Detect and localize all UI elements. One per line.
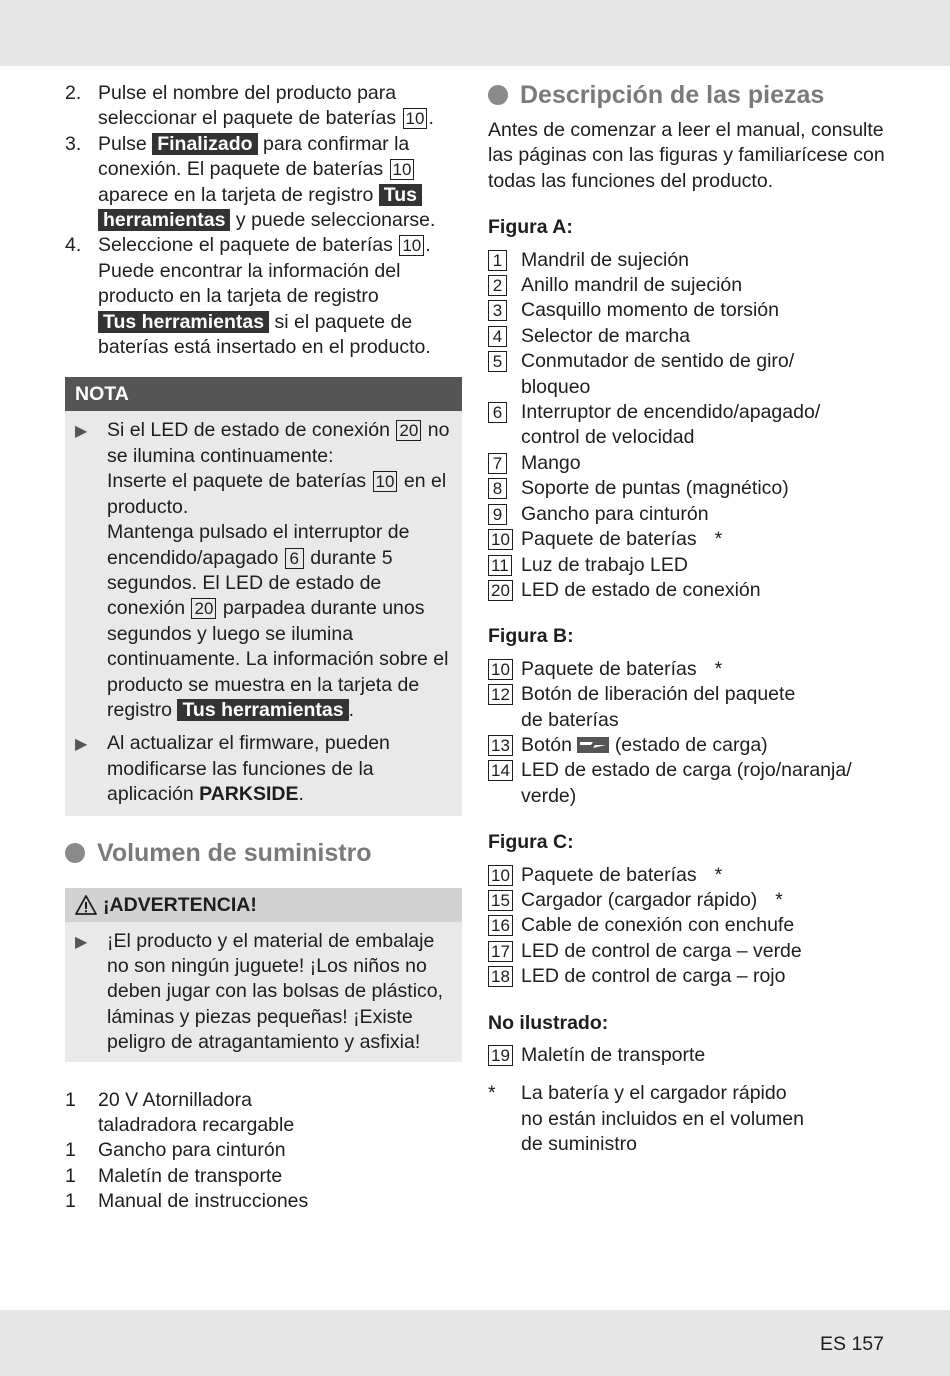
part-item: 8 Soporte de puntas (magnético) bbox=[488, 476, 888, 501]
part-ref-badge: 10 bbox=[403, 108, 428, 129]
step-text: Seleccione el paquete de baterías 10 . Puede encontrar la información del producto en la tarjeta de registro Tus herramientas si el paquete de baterías está insertado en el producto. bbox=[98, 234, 431, 359]
part-ref-badge: 10 bbox=[373, 471, 398, 492]
warning-box bbox=[65, 888, 462, 1062]
ui-label-tus-herramientas: Tus herramientas bbox=[177, 699, 348, 721]
bullet-dot-icon bbox=[488, 85, 508, 105]
right-column bbox=[488, 80, 888, 1158]
step-number: 4. bbox=[65, 234, 82, 257]
step-4 bbox=[65, 233, 462, 360]
figure-b-title: Figura B: bbox=[488, 625, 574, 648]
note-box bbox=[65, 377, 462, 815]
page-number: ES 157 bbox=[820, 1333, 884, 1355]
part-item: 5 Conmutador de sentido de giro/ bloqueo bbox=[488, 349, 888, 400]
bullet-dot-icon bbox=[65, 843, 85, 863]
not-shown-list bbox=[488, 1043, 888, 1068]
part-item: 11 Luz de trabajo LED bbox=[488, 553, 888, 578]
part-ref-badge: 20 bbox=[396, 420, 421, 441]
warning-triangle-icon bbox=[75, 895, 97, 915]
ui-label-tus: Tus bbox=[379, 184, 422, 206]
left-column bbox=[65, 81, 462, 1215]
part-ref-badge: 6 bbox=[285, 548, 304, 569]
part-item: 10 Paquete de baterías * bbox=[488, 863, 888, 888]
warning-title: ¡ADVERTENCIA! bbox=[65, 888, 462, 922]
note-title: NOTA bbox=[65, 377, 462, 411]
part-item: 2 Anillo mandril de sujeción bbox=[488, 273, 888, 298]
step-text: Pulse Finalizado para confirmar la conexión. El paquete de baterías 10 aparece en la tarjeta de registro Tus herramientas y puede seleccionarse. bbox=[98, 132, 436, 232]
part-item: 15 Cargador (cargador rápido) * bbox=[488, 888, 888, 913]
ui-label-tus-herramientas: Tus herramientas bbox=[98, 311, 269, 333]
note-item: ▶ Al actualizar el firmware, pueden modificarse las funciones de la aplicación PARKSIDE. bbox=[65, 723, 462, 807]
ui-label-finalizado: Finalizado bbox=[152, 133, 257, 155]
part-item: 20 LED de estado de conexión bbox=[488, 578, 888, 603]
supply-item: 1 Gancho para cinturón bbox=[65, 1139, 286, 1162]
not-shown-title: No ilustrado: bbox=[488, 1011, 609, 1034]
part-item: 6 Interruptor de encendido/apagado/ control de velocidad bbox=[488, 400, 888, 451]
intro-paragraph: Antes de comenzar a leer el manual, consulte las páginas con las figuras y familiarícese con todas las funciones del producto. bbox=[488, 119, 885, 192]
part-item: 12 Botón de liberación del paquete de baterías bbox=[488, 682, 888, 733]
step-3 bbox=[65, 132, 462, 234]
footnote: * La batería y el cargador rápido no están incluidos en el volumen de suministro bbox=[488, 1082, 804, 1156]
charge-status-button-icon bbox=[577, 737, 609, 753]
step-2 bbox=[65, 81, 462, 132]
part-item: 17 LED de control de carga – verde bbox=[488, 939, 888, 964]
figure-a-list bbox=[488, 248, 888, 604]
part-ref-badge: 10 bbox=[390, 159, 415, 180]
supply-item: 1 20 V Atornilladora taladradora recargable bbox=[65, 1088, 295, 1136]
footer-band bbox=[0, 1310, 950, 1376]
warning-item: ▶ ¡El producto y el material de embalaje no son ningún juguete! ¡Los niños no deben jugar con las bolsas de plástico, láminas y piezas pequeñas! ¡Existe peligro de atragantamiento y asfixia! bbox=[65, 922, 462, 1056]
part-item: 19 Maletín de transporte bbox=[488, 1043, 888, 1068]
note-item: ▶ Si el LED de estado de conexión 20 no se ilumina continuamente: Inserte el paquete de baterías 10 en el producto. Mantenga pulsado el interruptor de encendido/apagado 6 durante 5 segundos. El LED de estado de conexión 20 parpadea durante unos segundos y luego se ilumina continuamente. La información sobre el producto se muestra en la tarjeta de registro Tus herramientas . bbox=[65, 411, 462, 723]
part-item: 18 LED de control de carga – rojo bbox=[488, 964, 888, 989]
part-item: 1 Mandril de sujeción bbox=[488, 248, 888, 273]
part-ref-badge: 20 bbox=[191, 598, 216, 619]
step-number: 2. bbox=[65, 82, 82, 104]
part-item: 16 Cable de conexión con enchufe bbox=[488, 913, 888, 938]
header-band bbox=[0, 0, 950, 66]
ui-label-herramientas: herramientas bbox=[98, 209, 230, 231]
supply-item: 1 Maletín de transporte bbox=[65, 1164, 283, 1187]
part-item: 9 Gancho para cinturón bbox=[488, 502, 888, 527]
step-number: 3. bbox=[65, 132, 82, 155]
part-item: 3 Casquillo momento de torsión bbox=[488, 298, 888, 323]
figure-c-title: Figura C: bbox=[488, 831, 574, 854]
triangle-bullet-icon: ▶ bbox=[75, 933, 88, 951]
figure-a-title: Figura A: bbox=[488, 216, 573, 239]
part-item: 10 Paquete de baterías * bbox=[488, 657, 888, 682]
section-heading-supply: Volumen de suministro bbox=[65, 838, 462, 868]
triangle-bullet-icon: ▶ bbox=[75, 423, 88, 441]
supply-list bbox=[65, 1088, 462, 1215]
part-ref-badge: 10 bbox=[399, 235, 424, 256]
supply-item: 1 Manual de instrucciones bbox=[65, 1190, 309, 1213]
part-item: 10 Paquete de baterías * bbox=[488, 527, 888, 552]
part-item: 7 Mango bbox=[488, 451, 888, 476]
section-heading-parts: Descripción de las piezas bbox=[488, 80, 888, 110]
triangle-bullet-icon: ▶ bbox=[75, 736, 88, 754]
step-text: Pulse el nombre del producto para seleccionar el paquete de baterías 10 . bbox=[98, 82, 434, 130]
part-item: 14 LED de estado de carga (rojo/naranja/ verde) bbox=[488, 758, 888, 809]
figure-c-list bbox=[488, 863, 888, 990]
part-item: 4 Selector de marcha bbox=[488, 324, 888, 349]
figure-b-list bbox=[488, 657, 888, 809]
part-item: 13 Botón (estado de carga) bbox=[488, 733, 888, 758]
